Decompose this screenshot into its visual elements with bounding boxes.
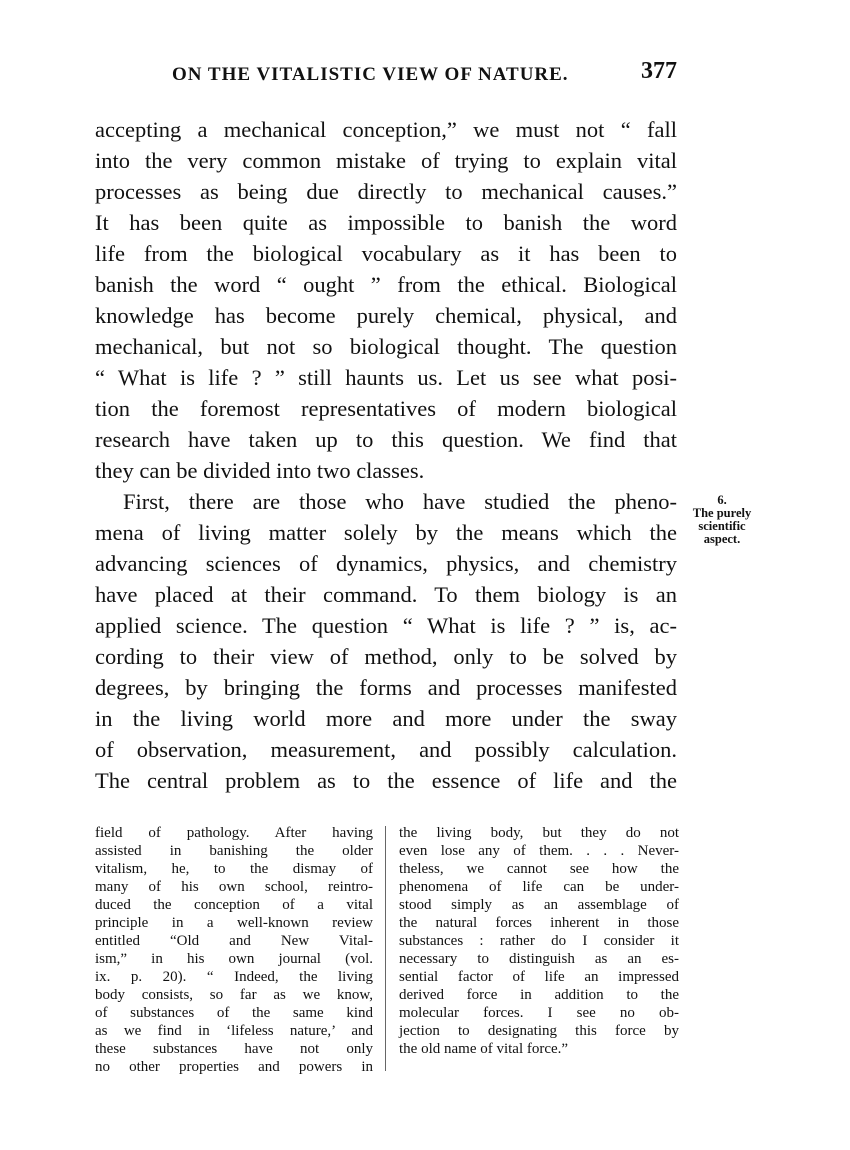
text-line: First, there are those who have studied the pheno- — [123, 489, 677, 514]
text-line: It has been quite as impossible to banish the word — [95, 210, 677, 235]
footnote-line: theless, we cannot see how the — [399, 861, 679, 877]
text-line: into the very common mistake of trying to explain vital — [95, 148, 677, 173]
text-line: processes as being due directly to mechanical causes.” — [95, 179, 677, 204]
running-head: ON THE VITALISTIC VIEW OF NATURE. — [172, 64, 569, 85]
text-line: mechanical, but not so biological thought. The question — [95, 334, 677, 359]
footnote-line: derived force in addition to the — [399, 987, 679, 1003]
footnote-area — [95, 824, 679, 1074]
footnote-line: as we find in ‘lifeless nature,’ and — [95, 1023, 373, 1039]
footnote-line: of substances of the same kind — [95, 1005, 373, 1021]
column-divider — [385, 826, 386, 1071]
text-line: applied science. The question “ What is life ? ” is, ac- — [95, 613, 677, 638]
text-line: tion the foremost representatives of modern biological — [95, 396, 677, 421]
footnote-line: duced the conception of a vital — [95, 897, 373, 913]
footnote-line: the natural forces inherent in those — [399, 915, 679, 931]
page-header — [95, 58, 677, 92]
footnote-line: ism,” in his own journal (vol. — [95, 951, 373, 967]
footnote-line: sential factor of life an impressed — [399, 969, 679, 985]
text-line: The central problem as to the essence of life and the — [95, 768, 677, 793]
margin-note — [682, 494, 762, 546]
text-line: banish the word “ ought ” from the ethical. Biological — [95, 272, 677, 297]
footnote-line: even lose any of them. . . . Never- — [399, 843, 679, 859]
page-number: 377 — [641, 58, 677, 84]
margin-note-line: aspect. — [703, 532, 741, 546]
footnote-line: the living body, but they do not — [399, 825, 679, 841]
text-line: life from the biological vocabulary as it has been to — [95, 241, 677, 266]
text-line: knowledge has become purely chemical, physical, and — [95, 303, 677, 328]
footnote-line: many of his own school, reintro- — [95, 879, 373, 895]
text-line: accepting a mechanical conception,” we must not “ fall — [95, 117, 677, 142]
margin-note-line: scientific — [698, 519, 746, 533]
footnote-left-column — [95, 824, 373, 1076]
footnote-line: necessary to distinguish as an es- — [399, 951, 679, 967]
footnote-line: entitled “Old and New Vital- — [95, 933, 373, 949]
footnote-line: jection to designating this force by — [399, 1023, 679, 1039]
footnote-line: field of pathology. After having — [95, 825, 373, 841]
text-line: have placed at their command. To them biology is an — [95, 582, 677, 607]
main-text — [95, 114, 677, 796]
footnote-right-column — [399, 824, 679, 1058]
margin-note-number: 6. — [717, 493, 727, 507]
footnote-line: stood simply as an assemblage of — [399, 897, 679, 913]
footnote-line: these substances have not only — [95, 1041, 373, 1057]
footnote-line: substances : rather do I consider it — [399, 933, 679, 949]
footnote-line: phenomena of life can be under- — [399, 879, 679, 895]
footnote-line: vitalism, he, to the dismay of — [95, 861, 373, 877]
footnote-line: body consists, so far as we know, — [95, 987, 373, 1003]
footnote-line: molecular forces. I see no ob- — [399, 1005, 679, 1021]
text-line: mena of living matter solely by the means which the — [95, 520, 677, 545]
text-line: “ What is life ? ” still haunts us. Let us see what posi- — [95, 365, 677, 390]
footnote-line: assisted in banishing the older — [95, 843, 373, 859]
footnote-line: principle in a well-known review — [95, 915, 373, 931]
text-line: research have taken up to this question. We find that — [95, 427, 677, 452]
text-line: advancing sciences of dynamics, physics, and chemistry — [95, 551, 677, 576]
text-line: they can be divided into two classes. — [95, 458, 425, 483]
text-line: cording to their view of method, only to be solved by — [95, 644, 677, 669]
text-line: degrees, by bringing the forms and processes manifested — [95, 675, 677, 700]
margin-note-line: The purely — [692, 506, 752, 520]
text-line: of observation, measurement, and possibly calculation. — [95, 737, 677, 762]
footnote-line: the old name of vital force.” — [399, 1041, 569, 1057]
footnote-line: ix. p. 20). “ Indeed, the living — [95, 969, 373, 985]
text-line: in the living world more and more under the sway — [95, 706, 677, 731]
footnote-line: no other properties and powers in — [95, 1059, 373, 1075]
